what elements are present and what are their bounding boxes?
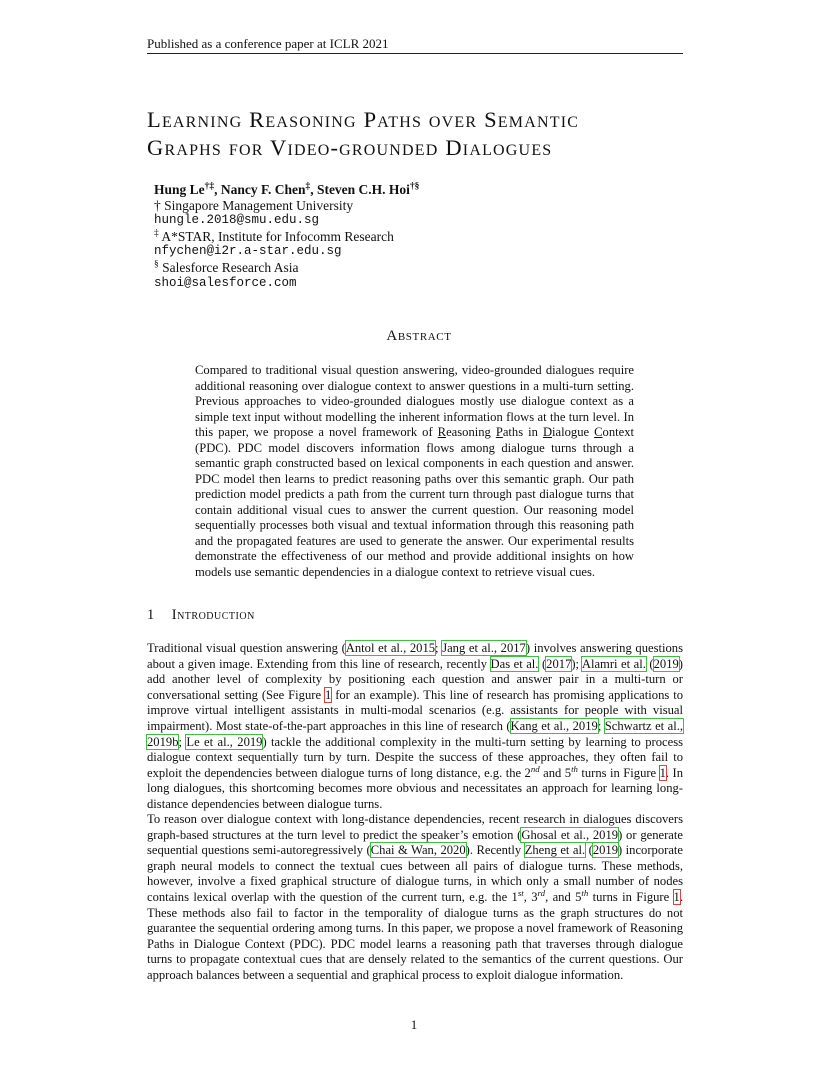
citation-link[interactable]: Zheng et al. [524, 843, 586, 858]
author-name: Hung Le [154, 182, 205, 197]
affiliation-text: Singapore Management University [160, 197, 354, 213]
body-text: Traditional visual question answering ( [147, 641, 346, 655]
body-text: . In long dialogues, this shortcoming becomes more obvious and necessitates an approach for learning long-distance dependencies between dialogue turns. [147, 765, 683, 811]
intro-paragraph-2 [147, 812, 683, 984]
abstract-heading [0, 328, 828, 345]
body-text: ; [435, 641, 443, 655]
citation-link[interactable]: 2017 [546, 656, 572, 671]
intro-paragraph-1 [147, 641, 683, 813]
citation-link[interactable]: 2019 [653, 656, 679, 671]
body-text: for an example). This line of research has promising applications to improve virtual intelligent assistants in multi-modal scenarios (e.g. assistants for people with visual impairment). Most state-of-the-part approaches in this line of research ( [147, 687, 683, 733]
abstract-text: ontext [602, 425, 635, 439]
abstract-text: ialogue [552, 425, 595, 439]
citation-link[interactable]: Chai & Wan, 2020 [370, 843, 466, 858]
conference-header: Published as a conference paper at ICLR 2021 [147, 36, 389, 51]
affiliation-mark: ‡ [305, 181, 311, 192]
body-text: ) involves answering questions about a given image. Extending from this line of research, recently [147, 641, 683, 671]
body-text: ); [571, 656, 582, 671]
ordinal-superscript: rd [537, 887, 546, 898]
affiliation-text: A*STAR, Institute for Infocomm Research [158, 228, 394, 244]
abstract-text: Compared to traditional visual question answering, video-grounded dialogues require additional reasoning over dialogue context to answer questions in a multi-turn setting. Previous approaches to video-grounded dialogues mostly use dialogue context as a simple text input without modelling the inherent information flows at the turn level. In this paper, we propose a novel framework of [195, 363, 634, 439]
citation-link[interactable]: Ghosal et al., 2019 [521, 827, 619, 842]
citation-link[interactable]: Alamri et al. [581, 656, 646, 671]
body-text: ; [178, 734, 187, 749]
abstract-text: easoning [446, 425, 496, 439]
body-text: ( [538, 656, 547, 671]
ordinal-superscript: th [581, 887, 589, 898]
citation-link[interactable]: Antol et al., 2015 [345, 641, 436, 655]
section-title: Introduction [171, 607, 255, 623]
ordinal-superscript: th [571, 763, 578, 774]
body-text: ) tackle the additional complexity in the multi-turn setting by learning to process dialogue context sequentially turn by turn. Despite the success of these approaches, they often fail to exploit the dependencies between dialogue turns of long distance, e.g. the 2 [147, 734, 684, 780]
citation-link[interactable]: Schwartz et al., 2019b [147, 718, 683, 749]
citation-link[interactable]: Das et al. [490, 656, 539, 671]
affiliation-line [154, 229, 419, 245]
abstract-body [195, 363, 634, 580]
affiliation-text: Salesforce Research Asia [158, 259, 299, 275]
author-name: Steven C.H. Hoi [316, 182, 410, 197]
affiliation-mark: ‡ [154, 228, 159, 239]
body-text: ) or generate sequential questions semi-autoregressively ( [147, 827, 683, 858]
acronym-letter: P [495, 425, 503, 439]
author-separator: , [310, 182, 317, 197]
ordinal-superscript: nd [530, 763, 540, 774]
body-text: ( [645, 656, 654, 671]
body-text: , and 5 [545, 889, 582, 904]
page-number: 1 [410, 1017, 418, 1032]
email-link[interactable]: nfychen@i2r.a-star.edu.sg [154, 244, 342, 259]
body-text: turns in Figure [588, 889, 674, 904]
email-link[interactable]: hungle.2018@smu.edu.sg [154, 213, 320, 228]
author-name: Nancy F. Chen [220, 182, 306, 197]
citation-link[interactable]: Kang et al., 2019 [510, 718, 598, 733]
body-text: ) add another level of complexity by positioning each question and answer pair in a multi-turn or conversational setting (See Figure [147, 656, 683, 702]
affiliation-line [154, 260, 419, 276]
email-link[interactable]: shoi@salesforce.com [154, 275, 297, 290]
paper-title [147, 106, 687, 162]
affiliation-mark: †‡ [204, 181, 215, 192]
body-text: ; [597, 718, 605, 733]
title-line-2: Graphs for Video-grounded Dialogues [147, 135, 553, 160]
arxiv-stamp-text [0, 243, 2, 692]
author-list [154, 182, 419, 198]
abstract-text: (PDC). PDC model discovers information flows among dialogue turns through a semantic graph constructed based on lexical components in each question and answer. PDC model then learns to predict reasoning paths over this semantic graph. Our path prediction model predicts a path from the current turn through past dialogue turns that contain additional visual cues to answer the current question. Our reasoning model sequentially processes both visual and textual information through this reasoning path and the propagated features are used to generate the answer. Our experimental results demonstrate the effectiveness of our method and provide additional insights on how models use semantic dependencies in a dialogue context to retrieve visual cues. [195, 440, 634, 579]
body-text: turns in Figure [577, 765, 660, 780]
title-line-1: Learning Reasoning Paths over Semantic [147, 107, 580, 132]
body-text: . These methods also fail to factor in the temporality of dialogue turns as the graph structures do not guarantee the sequential ordering among turns. In this paper, we propose a novel framework of Reasoning Paths in Dialogue Context (PDC). PDC model learns a reasoning path that traverses through dialogue turns to propagate contextual cues that are densely related to the semantics of the current questions. Our approach balances between a sequential and graphical process to exploit dialogue information. [147, 889, 683, 982]
header-rule [147, 53, 683, 54]
citation-link[interactable]: 2019 [592, 843, 618, 858]
affiliation-line [154, 198, 419, 214]
author-block [154, 182, 419, 291]
figure-ref-link[interactable]: 1 [673, 889, 680, 904]
acronym-letter: D [542, 425, 553, 439]
acronym-letter: R [437, 425, 447, 439]
body-text: ). Recently [465, 843, 525, 858]
figure-ref-link[interactable]: 1 [324, 687, 332, 702]
section-number: 1 [147, 607, 155, 623]
body-text: , 3 [523, 889, 538, 904]
body-text: ( [585, 843, 593, 858]
figure-ref-link[interactable]: 1 [659, 765, 666, 780]
body-text: and 5 [539, 765, 572, 780]
affiliation-mark: † [154, 197, 161, 213]
body-text: To reason over dialogue context with long-distance dependencies, recent research in dialogues discovers graph-based structures at the turn level to predict the speaker’s emotion ( [147, 812, 683, 842]
citation-link[interactable]: Jang et al., 2017 [442, 641, 526, 655]
affiliation-mark: § [154, 259, 159, 270]
author-separator: , [214, 182, 221, 197]
section-heading-introduction [147, 607, 255, 624]
ordinal-superscript: st [517, 887, 524, 898]
body-text: ) incorporate graph neural models to connect the textual cues between all pairs of dialogue turns. These methods, however, involve a fixed graphical structure of dialogue turns, in which only a small number of nodes contains lexical overlap with the question of the current turn, e.g. the 1 [147, 843, 684, 904]
acronym-letter: C [594, 425, 603, 439]
affiliation-mark: †§ [409, 181, 420, 192]
abstract-text: aths in [502, 425, 538, 439]
abstract-heading-text: Abstract [386, 328, 452, 344]
citation-link[interactable]: Le et al., 2019 [186, 734, 263, 749]
